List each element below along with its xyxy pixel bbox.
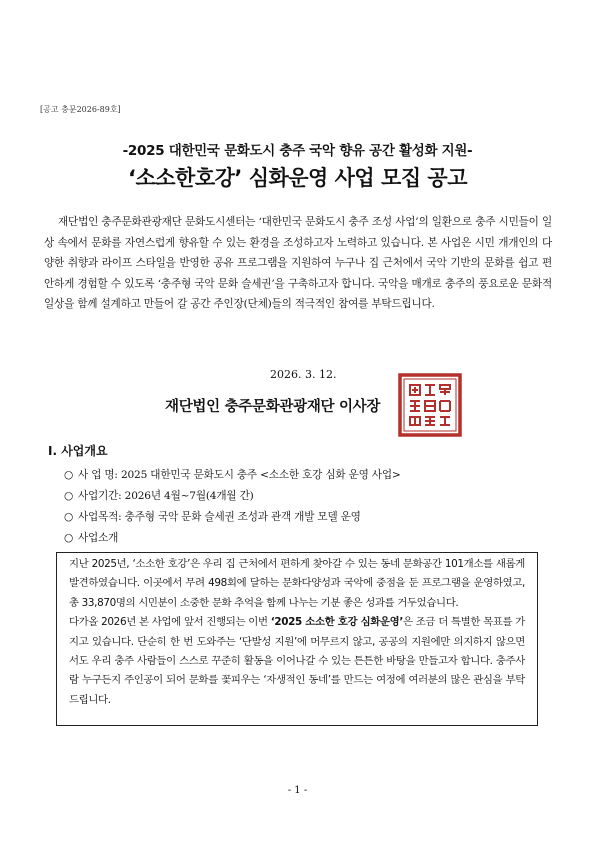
official-seal-icon	[398, 373, 462, 437]
organization-name: 재단법인 충주문화관광재단 이사장	[165, 399, 381, 415]
section-heading-overview: Ⅰ. 사업개요	[48, 444, 108, 458]
list-item: ○ 사업기간: 2026년 4월~7월(4개월 간)	[64, 486, 401, 507]
circle-bullet-icon: ○	[64, 469, 74, 481]
subtitle: -2025 대한민국 문화도시 충주 국악 향유 공간 활성화 지원-	[122, 143, 473, 159]
list-item: ○ 사업목적: 충주형 국악 문화 슬세권 조성과 관객 개발 모델 운영	[64, 507, 401, 528]
circle-bullet-icon: ○	[64, 490, 74, 502]
circle-bullet-icon: ○	[64, 532, 74, 544]
list-item: ○ 사업소개	[64, 528, 401, 549]
overview-list	[64, 465, 401, 549]
intro-box-paragraph-2: 다가올 2026년 본 사업에 앞서 진행되는 이번 ‘2025 소소한 호강 심화운영’은 조금 더 특별한 목표를 가지고 있습니다. 단순히 한 번 도와주는 ‘단발성 지원’에 머무르지 않고, 공공의 지원에만 의지하지 않으면서도 우리 충주 사람들이 스스로 꾸준히 활동을 이어나갈 수 있는 튼튼한 바탕을 만들고자 합니다. 충주사람 누구든지 주인공이 되어 문화를 꽃피우는 ‘자생적인 동네’를 만드는 여정에 여러분의 많은 관심을 부탁드립니다.	[69, 616, 525, 706]
project-intro-box	[56, 552, 538, 726]
highlighted-program-name: ‘2025 소소한 호강 심화운영’	[270, 616, 403, 629]
page-number: - 1 -	[287, 785, 308, 796]
page-title: ‘소소한호강’ 심화운영 사업 모집 공고	[128, 166, 467, 190]
announcement-date: 2026. 3. 12.	[270, 368, 337, 381]
intro-box-paragraph-1: 지난 2025년, ‘소소한 호강’은 우리 집 근처에서 편하게 찾아갈 수 있는 동네 문화공간 101개소를 새롭게 발견하였습니다. 이곳에서 무려 498회에 달하는 문화다양성과 국악에 중점을 둔 프로그램을 운영하였고, 총 33,870명의 시민분이 소중한 문화 추억을 함께 나누는 기분 좋은 성과를 거두었습니다.	[69, 558, 525, 609]
list-item: ○ 사 업 명: 2025 대한민국 문화도시 충주 <소소한 호강 심화 운영 사업>	[64, 465, 401, 486]
circle-bullet-icon: ○	[64, 511, 74, 523]
notice-number: [공고 충문2026-89호]	[40, 105, 121, 114]
intro-paragraph: 재단법인 충주문화관광재단 문화도시센터는 ‘대한민국 문화도시 충주 조성 사업’의 일환으로 충주 시민들이 일상 속에서 문화를 자연스럽게 향유할 수 있는 환경을 조성하고자 노력하고 있습니다. 본 사업은 시민 개개인의 다양한 취향과 라이프 스타일을 반영한 공유 프로그램을 지원하여 누구나 집 근처에서 국악 기반의 문화를 쉽고 편안하게 경험할 수 있도록 ‘충주형 국악 문화 슬세권’을 구축하고자 합니다. 국악을 매개로 충주의 풍요로운 문화적 일상을 함께 설계하고 만들어 갈 공간 주인장(단체)들의 적극적인 참여를 부탁드립니다.	[44, 216, 552, 310]
